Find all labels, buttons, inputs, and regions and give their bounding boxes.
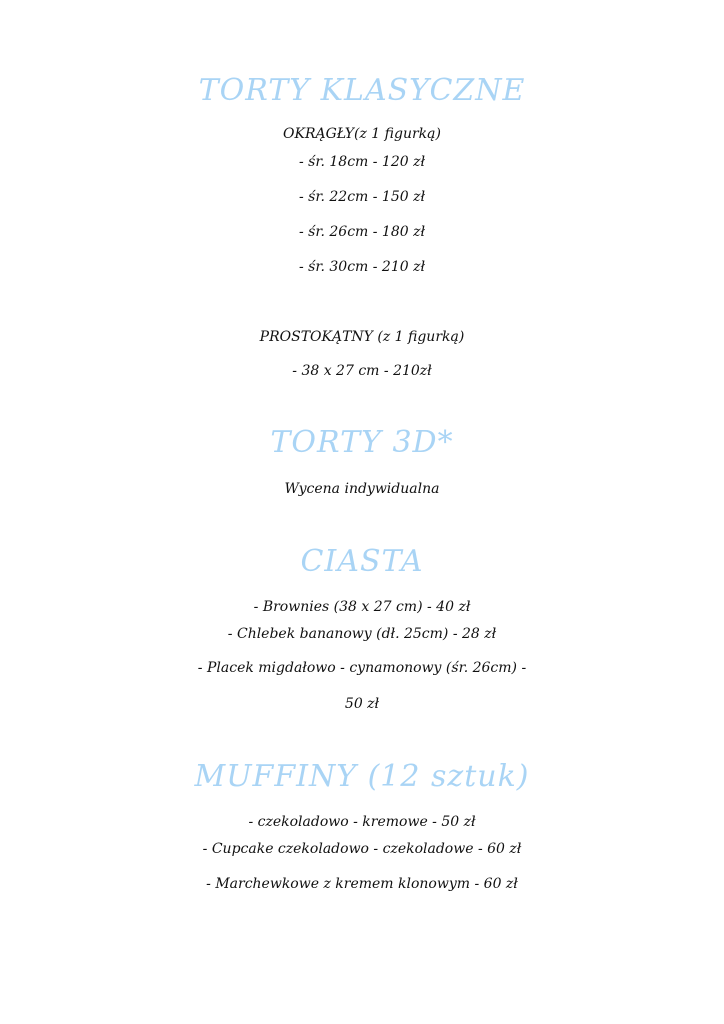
muffin-item: - Marchewkowe z kremem klonowym - 60 zł	[206, 876, 518, 892]
rectangular-cake-label: PROSTOKĄTNY (z 1 figurką)	[259, 329, 465, 345]
ciasta-item: - Placek migdałowo - cynamonowy (śr. 26cm) -	[197, 660, 527, 676]
3d-cake-note: Wycena indywidualna	[284, 481, 440, 497]
section-title-muffiny: MUFFINY (12 sztuk)	[194, 759, 530, 794]
round-cake-label: OKRĄGŁY(z 1 figurką)	[283, 126, 441, 142]
round-cake-price-item: - śr. 30cm - 210 zł	[298, 259, 426, 275]
muffin-item: - Cupcake czekoladowo - czekoladowe - 60 zł	[202, 841, 522, 857]
section-title-classic: TORTY KLASYCZNE	[198, 73, 526, 108]
ciasta-item: - Brownies (38 x 27 cm) - 40 zł	[253, 599, 471, 615]
ciasta-item: - Chlebek bananowy (dł. 25cm) - 28 zł	[227, 626, 497, 642]
muffin-item: - czekoladowo - kremowe - 50 zł	[248, 814, 476, 830]
round-cake-price-item: - śr. 18cm - 120 zł	[298, 154, 426, 170]
ciasta-item-continued: 50 zł	[344, 696, 380, 712]
round-cake-price-item: - śr. 22cm - 150 zł	[298, 189, 426, 205]
section-title-ciasta: CIASTA	[300, 544, 424, 579]
section-title-3d: TORTY 3D*	[270, 425, 454, 460]
round-cake-price-item: - śr. 26cm - 180 zł	[298, 224, 426, 240]
rectangular-cake-price-item: - 38 x 27 cm - 210zł	[292, 363, 432, 379]
